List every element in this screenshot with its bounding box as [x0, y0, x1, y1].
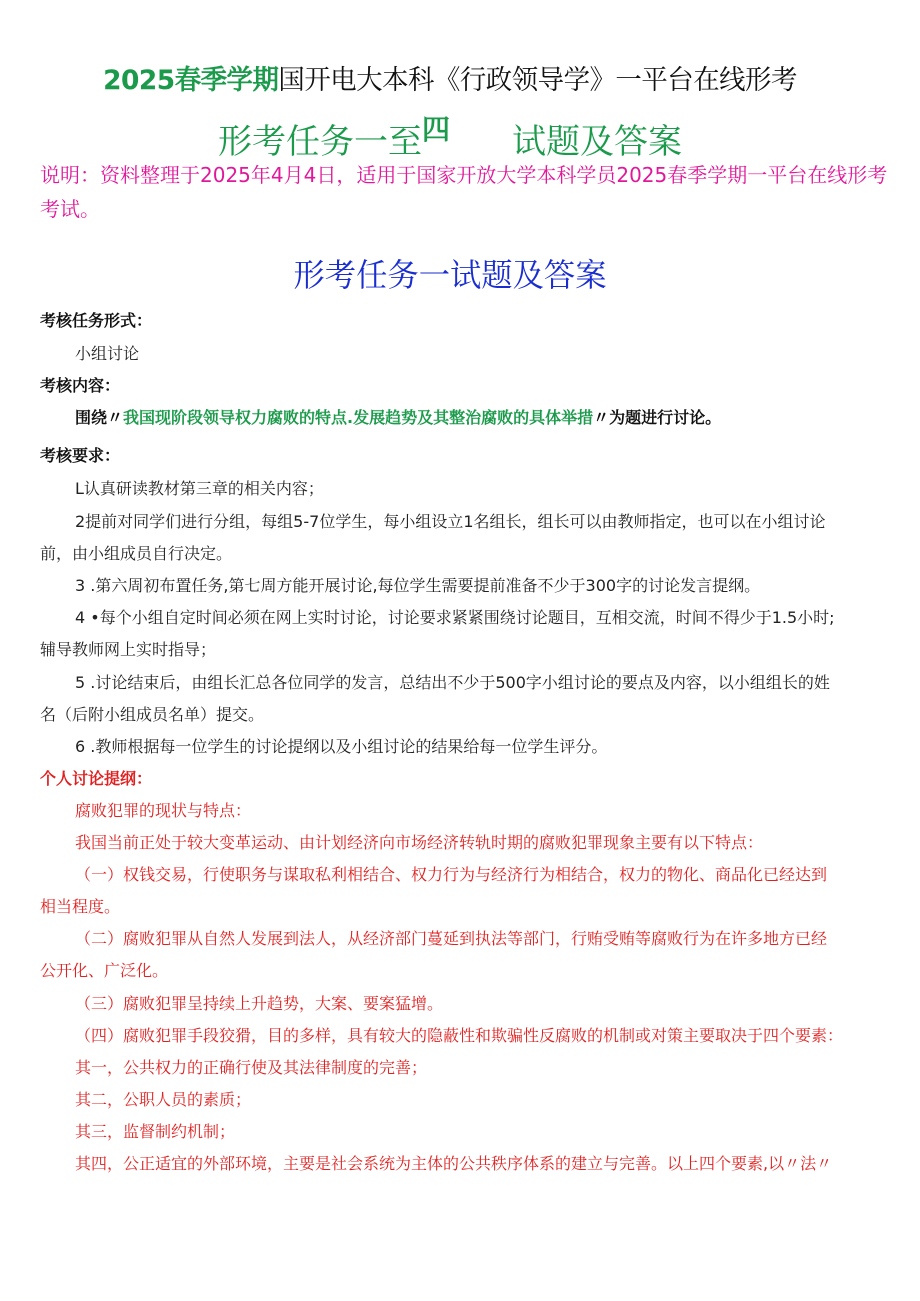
content-suffix: 〃为题进行讨论。 [593, 408, 722, 427]
outline-label: 个人讨论提纲： [40, 769, 153, 788]
title-term: 2025春季学期 [103, 65, 279, 96]
subtitle-left: 形考任务一至 [218, 122, 422, 162]
subtitle-right: 试题及答案 [512, 122, 683, 162]
outline-line: 其二，公职人员的素质； [75, 1090, 252, 1109]
outline-line: （三）腐败犯罪呈持续上升趋势，大案、要案猛增。 [75, 994, 444, 1013]
section-title: 形考任务一试题及答案 [293, 256, 607, 294]
outline-line: （二）腐败犯罪从自然人发展到法人，从经济部门蔓延到执法等部门，行贿受贿等腐败行为在许多地方已经 [75, 929, 828, 948]
content-label: 考核内容： [40, 376, 121, 395]
requirement-line: 前，由小组成员自行决定。 [40, 544, 233, 563]
requirement-line: L认真研读教材第三章的相关内容； [75, 479, 324, 498]
form-value: 小组讨论 [75, 344, 140, 363]
document-title [0, 58, 900, 97]
requirement-line: 6 .教师根据每一位学生的讨论提纲以及小组讨论的结果给每一位学生评分。 [75, 737, 608, 756]
requirement-line: 名（后附小组成员名单）提交。 [40, 705, 265, 724]
outline-line: 腐败犯罪的现状与特点： [75, 801, 252, 820]
outline-line: （四）腐败犯罪手段狡猾，目的多样，具有较大的隐蔽性和欺骗性反腐败的机制或对策主要取决于四个要素： [75, 1026, 844, 1045]
content-prefix: 围绕〃 [75, 408, 124, 427]
requirement-line: 4 •每个小组自定时间必须在网上实时讨论，讨论要求紧紧围绕讨论题目，互相交流，时间不得少于1.5小时; [75, 608, 835, 627]
title-course: 国开电大本科《行政领导学》一平台在线形考 [278, 65, 797, 96]
document-note: 说明：资料整理于2025年4月4日，适用于国家开放大学本科学员2025春季学期一平台在线形考考试。 [40, 163, 888, 221]
requirement-line: 2提前对同学们进行分组，每组5-7位学生，每小组设立1名组长，组长可以由教师指定，也可以在小组讨论 [75, 512, 826, 531]
requirement-line: 辅导教师网上实时指导； [40, 640, 217, 659]
outline-line: 其三，监督制约机制； [75, 1122, 236, 1141]
content-topic: 我国现阶段领导权力腐败的特点.发展趋势及其整治腐败的具体举措 [123, 408, 594, 427]
outline-line: 其一，公共权力的正确行使及其法律制度的完善； [75, 1058, 428, 1077]
requirements-label: 考核要求： [40, 446, 121, 465]
outline-line: （一）权钱交易，行使职务与谋取私利相结合、权力行为与经济行为相结合，权力的物化、商品化已经达到 [75, 865, 828, 884]
requirement-line: 5 .讨论结束后，由组长汇总各位同学的发言，总结出不少于500字小组讨论的要点及内容，以小组组长的姓 [75, 673, 830, 692]
subtitle-box-char: 四 [422, 113, 451, 146]
outline-line: 相当程度。 [40, 897, 121, 916]
content-topic-line [75, 405, 721, 428]
document-subtitle [218, 114, 682, 163]
requirement-line: 3 .第六周初布置任务,第七周方能开展讨论,每位学生需要提前准备不少于300字的讨论发言提纲。 [75, 576, 761, 595]
outline-line: 我国当前正处于较大变革运动、由计划经济向市场经济转轨时期的腐败犯罪现象主要有以下特点： [75, 833, 764, 852]
outline-line: 其四，公正适宜的外部环境，主要是社会系统为主体的公共秩序体系的建立与完善。以上四个要素,以〃法〃 [75, 1154, 833, 1173]
form-label: 考核任务形式： [40, 311, 153, 330]
outline-line: 公开化、广泛化。 [40, 961, 169, 980]
